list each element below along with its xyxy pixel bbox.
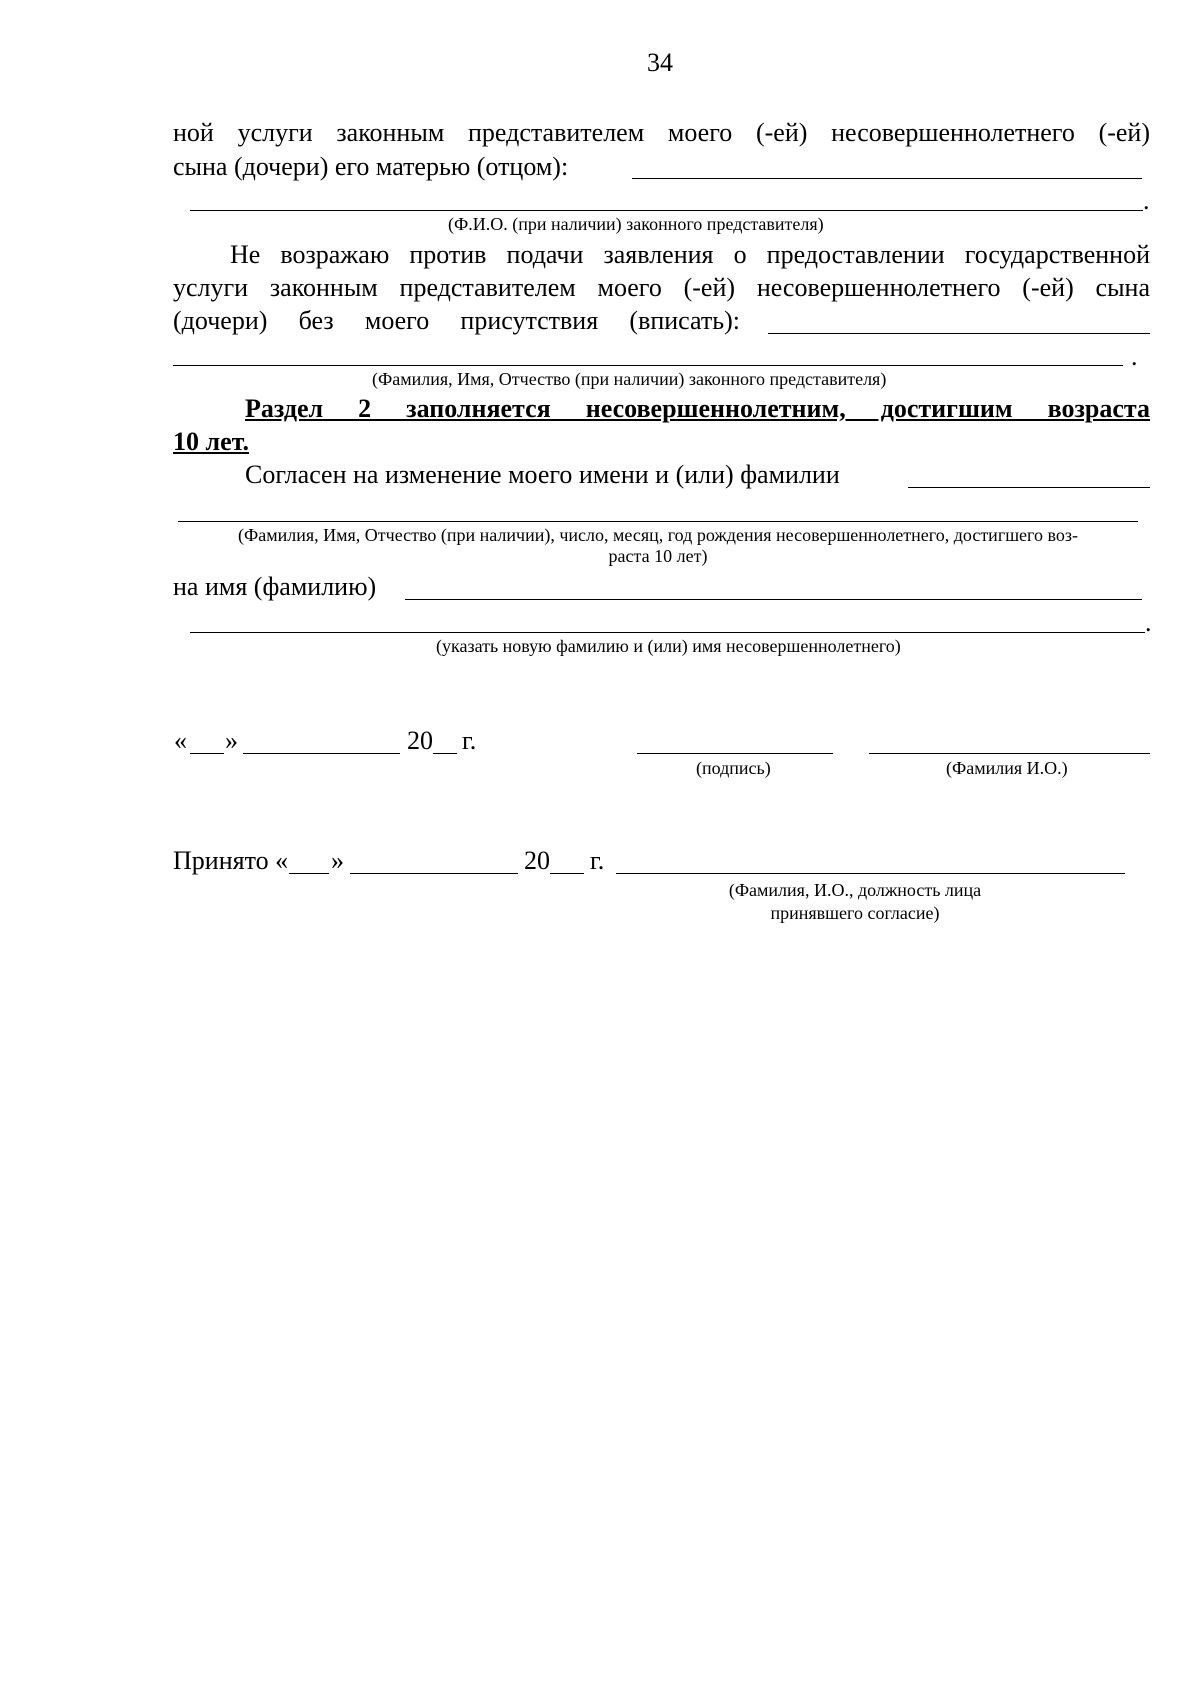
date-quote-open: «: [174, 726, 187, 755]
date-year-prefix: 20: [407, 726, 433, 755]
accepted-quote-close: »: [331, 846, 344, 875]
representative-name-field[interactable]: [632, 178, 1142, 179]
accepted-year-field[interactable]: [550, 873, 584, 874]
signer-name-field[interactable]: [869, 753, 1150, 754]
accepted-caption-line2: принявшего согласие): [770, 903, 940, 923]
new-name-caption: (указать новую фамилию и (или) имя несовершеннолетнего): [436, 636, 901, 656]
date-quote-close: »: [225, 726, 238, 755]
accepted-month-field[interactable]: [350, 873, 518, 874]
consent-label: Согласен на изменение моего имени и (или) фамилии: [245, 460, 840, 489]
section2-heading-line1: Раздел 2 заполняется несовершеннолетним, достигшим возраста: [245, 394, 1150, 423]
absent-consent-caption: (Фамилия, Имя, Отчество (при наличии) законного представителя): [372, 369, 887, 389]
representative-caption: (Ф.И.О. (при наличии) законного представителя): [448, 214, 824, 234]
accepted-label: Принято «: [173, 846, 289, 875]
para2-line1: Не возражаю против подачи заявления о предоставлении государственной: [230, 240, 1150, 269]
date-day-field[interactable]: [190, 753, 224, 754]
para1-line1: ной услуги законным представителем моего (-ей) несовершеннолетнего (-ей): [173, 118, 1150, 147]
minor-name-field[interactable]: [908, 487, 1150, 488]
signer-name-caption: (Фамилия И.О.): [946, 758, 1068, 778]
date-year-field[interactable]: [433, 753, 457, 754]
absent-consent-name-field-continued[interactable]: [173, 365, 1123, 366]
line-period: .: [1143, 186, 1150, 215]
signature-field[interactable]: [637, 753, 833, 754]
line-period: .: [1145, 608, 1152, 637]
absent-consent-name-field[interactable]: [768, 333, 1150, 334]
line-period: .: [1131, 342, 1138, 371]
minor-caption-line1: (Фамилия, Имя, Отчество (при наличии), число, месяц, год рождения несовершеннолетнего, достигшего воз-: [238, 525, 1078, 545]
date-year-suffix: г.: [462, 726, 477, 755]
accepted-year-suffix: г.: [590, 846, 605, 875]
accepted-day-field[interactable]: [289, 873, 329, 874]
accepting-officer-field[interactable]: [616, 873, 1125, 874]
date-month-field[interactable]: [243, 753, 400, 754]
minor-name-field-continued[interactable]: [178, 521, 1138, 522]
signature-caption: (подпись): [696, 758, 771, 778]
new-name-label: на имя (фамилию): [173, 572, 377, 601]
para2-line3-label: (дочери) без моего присутствия (вписать):: [173, 306, 740, 335]
minor-caption-line2: раста 10 лет): [608, 546, 708, 566]
accepted-year-prefix: 20: [524, 846, 550, 875]
new-name-field-continued[interactable]: [190, 632, 1145, 633]
para1-line2-label: сына (дочери) его матерью (отцом):: [173, 152, 569, 181]
representative-name-field-continued[interactable]: [190, 210, 1143, 211]
para2-line2: услуги законным представителем моего (-ей) несовершеннолетнего (-ей) сына: [173, 273, 1150, 302]
section2-heading-line2: 10 лет.: [173, 427, 249, 456]
new-name-field[interactable]: [405, 599, 1142, 600]
page-number: 34: [647, 48, 673, 77]
accepted-caption-line1: (Фамилия, И.О., должность лица: [728, 880, 982, 900]
